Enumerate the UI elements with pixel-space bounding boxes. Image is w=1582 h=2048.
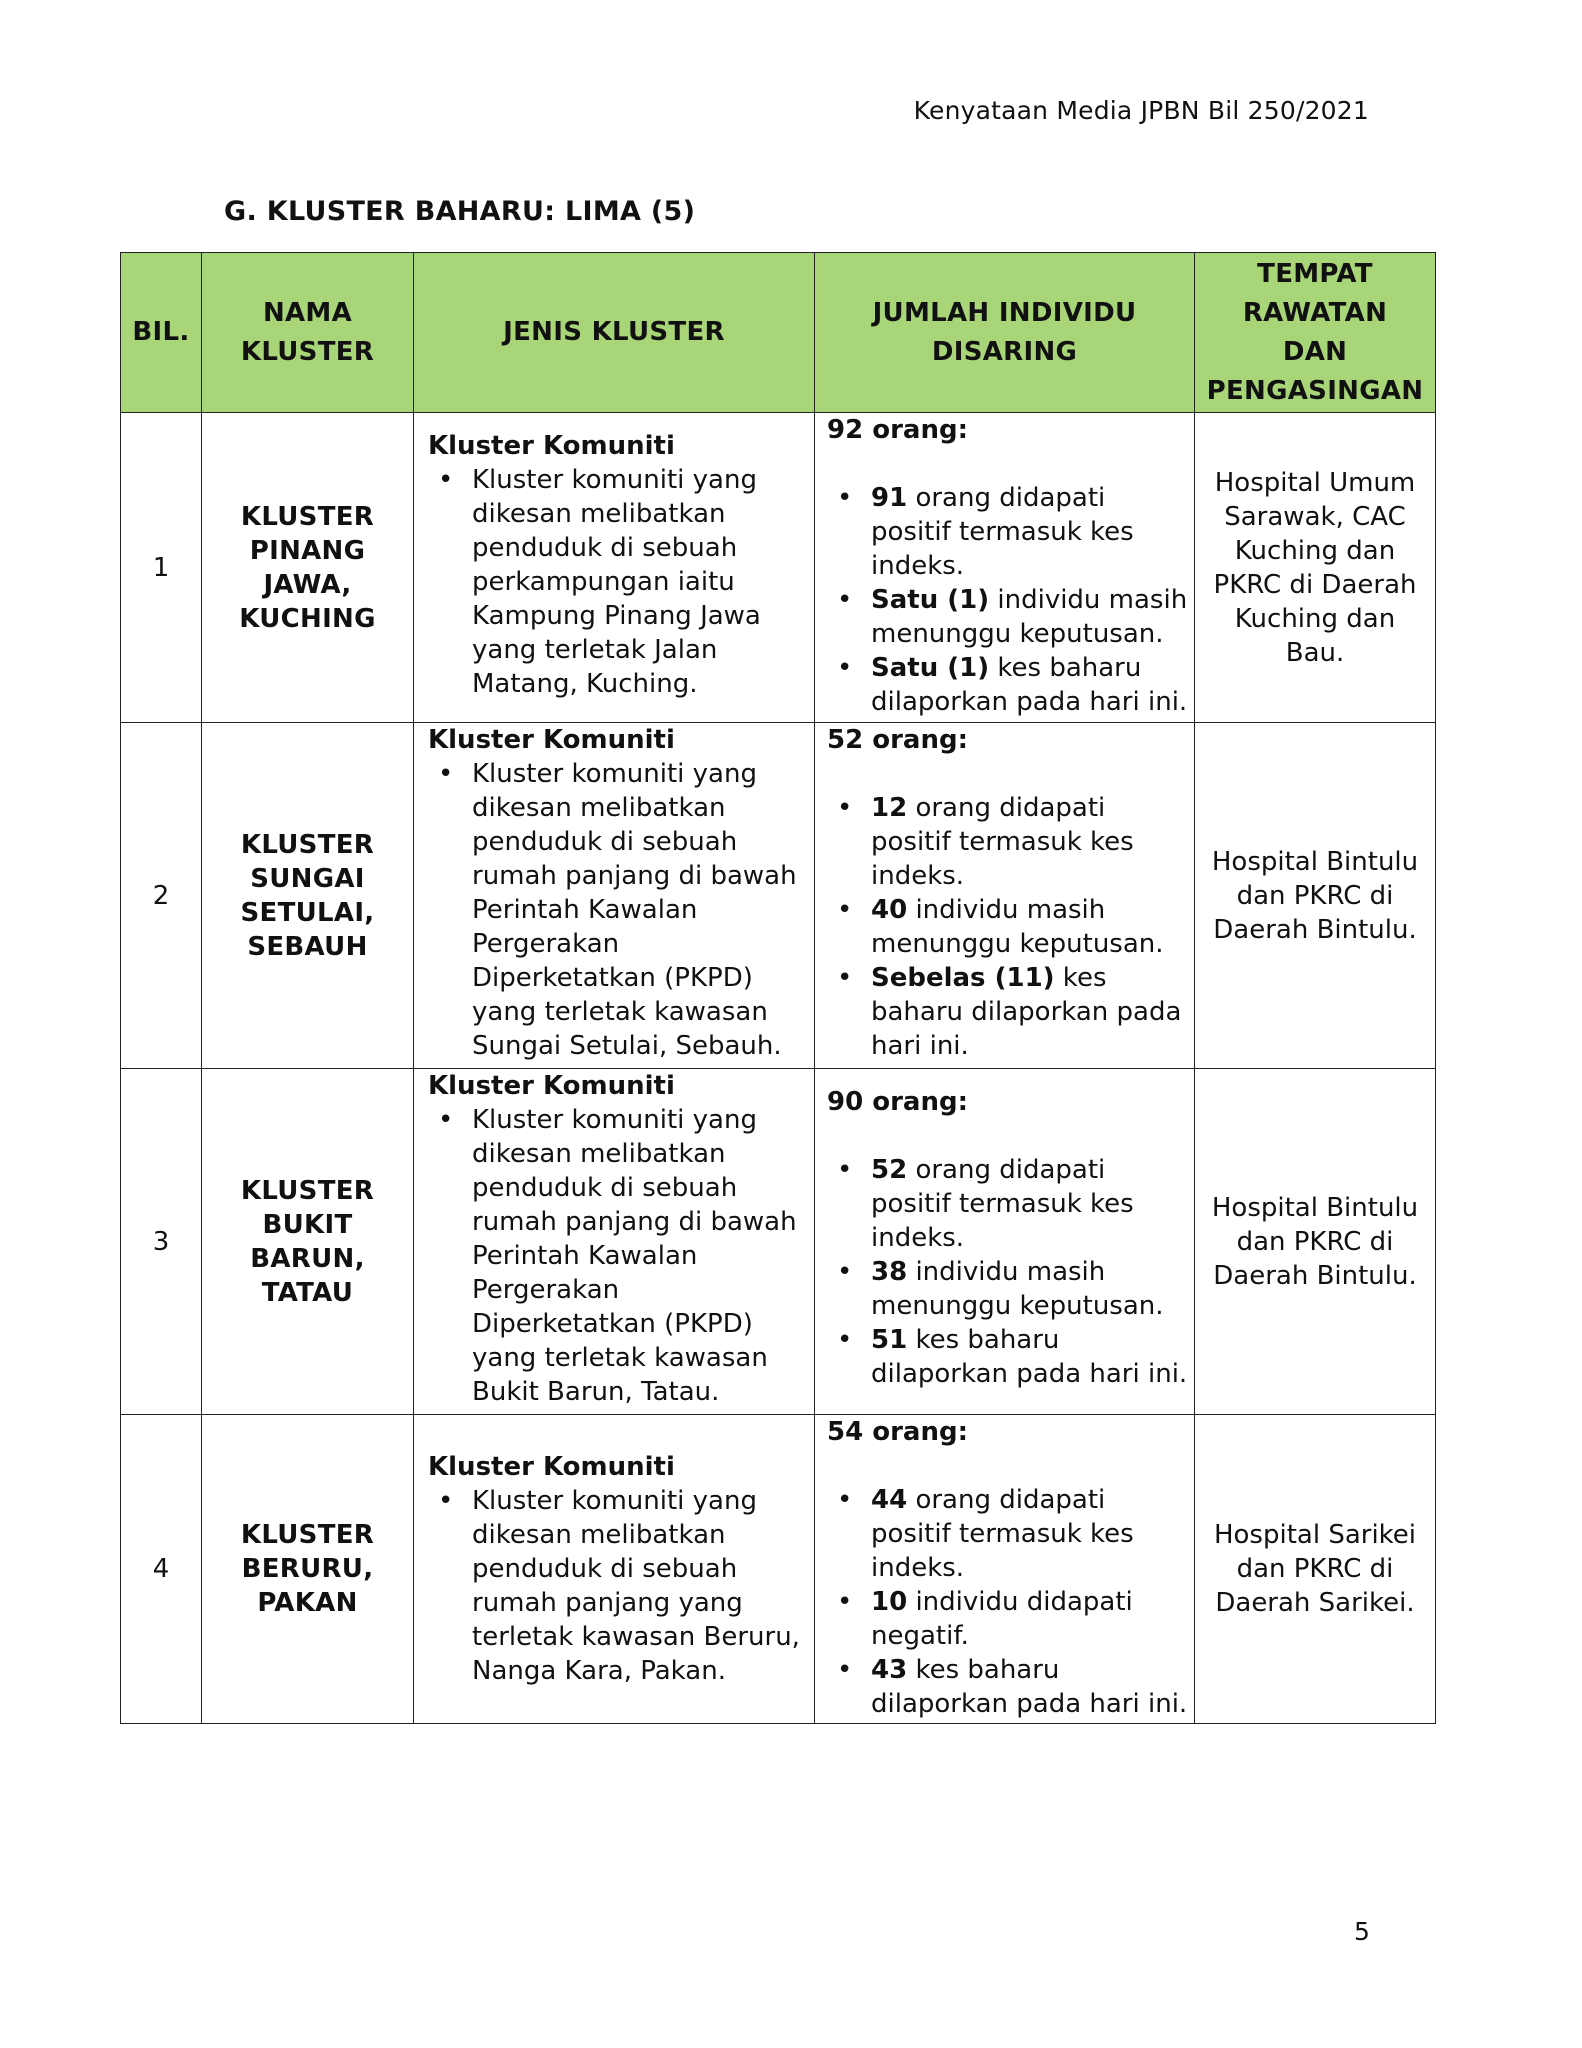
list-item: [827, 1255, 1188, 1323]
detail-text: individu masih menunggu keputusan.: [871, 585, 1188, 649]
cluster-name-line: TATAU: [261, 1277, 354, 1308]
cell-screened-count: [815, 1415, 1195, 1724]
document-reference: Kenyataan Media JPBN Bil 250/2021: [913, 96, 1369, 125]
cell-bil: 2: [121, 723, 202, 1069]
cluster-type-title: Kluster Komuniti: [428, 431, 675, 461]
bullet-icon: •: [837, 963, 853, 993]
column-header-tempat-line: RAWATAN: [1242, 297, 1388, 328]
list-item: [827, 1483, 1188, 1585]
detail-figure: 51: [871, 1325, 908, 1355]
bullet-icon: •: [837, 1655, 853, 1685]
column-header-nama-line: NAMA: [262, 297, 353, 328]
bullet-icon: •: [837, 895, 853, 925]
column-header-jumlah: [815, 253, 1195, 413]
detail-text: individu masih menunggu keputusan.: [871, 1257, 1164, 1321]
detail-text: orang didapati positif termasuk kes indeks.: [871, 483, 1134, 581]
cell-cluster-name: [202, 723, 414, 1069]
column-header-tempat-line: PENGASINGAN: [1206, 375, 1424, 406]
column-header-jumlah-line: JUMLAH INDIVIDU: [872, 297, 1137, 328]
list-item: [428, 757, 808, 1063]
bullet-icon: •: [438, 759, 454, 789]
detail-figure: Satu (1): [871, 653, 990, 683]
table-row: [121, 413, 1436, 723]
bullet-icon: •: [837, 793, 853, 823]
section-title: G. KLUSTER BAHARU: LIMA (5): [224, 196, 696, 227]
bullet-icon: •: [837, 653, 853, 683]
column-header-bil: BIL.: [121, 253, 202, 413]
column-header-tempat-line: DAN: [1282, 336, 1348, 367]
cell-screened-count: [815, 723, 1195, 1069]
cluster-name-line: SUNGAI: [250, 863, 365, 894]
cell-treatment-place: Hospital Bintulu dan PKRC di Daerah Bintulu.: [1195, 723, 1436, 1069]
cluster-name-line: JAWA,: [263, 569, 352, 600]
column-header-jenis: JENIS KLUSTER: [414, 253, 815, 413]
bullet-icon: •: [837, 1155, 853, 1185]
detail-figure: Sebelas (11): [871, 963, 1055, 993]
cell-treatment-place: Hospital Bintulu dan PKRC di Daerah Bintulu.: [1195, 1069, 1436, 1415]
cluster-name-line: KLUSTER: [240, 829, 375, 860]
cell-screened-count: [815, 413, 1195, 723]
screened-count-title: 54 orang:: [827, 1417, 968, 1447]
detail-text: individu masih menunggu keputusan.: [871, 895, 1164, 959]
bullet-icon: •: [438, 465, 454, 495]
cluster-type-title: Kluster Komuniti: [428, 725, 675, 755]
bullet-icon: •: [438, 1105, 454, 1135]
column-header-tempat-line: TEMPAT: [1257, 258, 1373, 289]
screened-detail-list: [827, 1153, 1188, 1391]
cell-screened-count: [815, 1069, 1195, 1415]
list-item: [827, 583, 1188, 651]
cluster-name-line: KLUSTER: [240, 1175, 375, 1206]
list-item: [827, 1653, 1188, 1721]
list-item: [827, 651, 1188, 719]
list-item: [827, 893, 1188, 961]
list-item: [827, 791, 1188, 893]
cluster-name-line: BERURU,: [241, 1554, 374, 1584]
cell-bil: 4: [121, 1415, 202, 1724]
cell-bil: 3: [121, 1069, 202, 1415]
column-header-jumlah-line: DISARING: [931, 336, 1078, 367]
bullet-icon: •: [837, 1587, 853, 1617]
cluster-type-list: [428, 463, 808, 701]
cluster-name-line: PINANG: [249, 535, 366, 566]
detail-text: kes baharu dilaporkan pada hari ini.: [871, 963, 1182, 1061]
screened-detail-list: [827, 1483, 1188, 1721]
cell-treatment-place: Hospital Sarikei dan PKRC di Daerah Sarikei.: [1195, 1415, 1436, 1724]
screened-count-title: 92 orang:: [827, 415, 968, 445]
cluster-type-list: [428, 1103, 808, 1409]
cluster-name-line: SEBAUH: [247, 931, 368, 962]
list-item: [827, 1585, 1188, 1653]
page-number: 5: [1354, 1917, 1370, 1946]
cluster-type-description: Kluster komuniti yang dikesan melibatkan penduduk di sebuah perkampungan iaitu Kampung Pinang Jawa yang terletak Jalan Matang, Kuching.: [472, 465, 761, 699]
cell-cluster-name: [202, 1069, 414, 1415]
cluster-name-line: PAKAN: [257, 1588, 358, 1618]
cluster-name-line: KUCHING: [239, 603, 376, 634]
detail-text: kes baharu dilaporkan pada hari ini.: [871, 653, 1188, 717]
cluster-type-description: Kluster komuniti yang dikesan melibatkan penduduk di sebuah rumah panjang di bawah Perintah Kawalan Pergerakan Diperketatkan (PKPD) yang terletak kawasan Sungai Setulai, Sebauh.: [472, 759, 797, 1061]
cluster-name-line: BUKIT: [262, 1209, 353, 1240]
screened-detail-list: [827, 791, 1188, 1063]
detail-figure: 52: [871, 1155, 908, 1185]
bullet-icon: •: [837, 483, 853, 513]
table-row: [121, 1415, 1436, 1724]
cell-cluster-name: [202, 1415, 414, 1724]
cluster-type-title: Kluster Komuniti: [428, 1071, 675, 1101]
column-header-tempat: [1195, 253, 1436, 413]
screened-count-title: 52 orang:: [827, 725, 968, 755]
detail-text: individu didapati negatif.: [871, 1587, 1133, 1651]
list-item: [428, 1103, 808, 1409]
detail-text: orang didapati positif termasuk kes indeks.: [871, 793, 1134, 891]
cluster-name-line: KLUSTER: [240, 1520, 375, 1550]
table-header-row: [121, 253, 1436, 413]
detail-text: orang didapati positif termasuk kes indeks.: [871, 1485, 1134, 1583]
list-item: [428, 1484, 808, 1688]
detail-figure: 40: [871, 895, 908, 925]
cell-treatment-place: Hospital Umum Sarawak, CAC Kuching dan PKRC di Daerah Kuching dan Bau.: [1195, 413, 1436, 723]
detail-text: orang didapati positif termasuk kes indeks.: [871, 1155, 1134, 1253]
table-row: [121, 1069, 1436, 1415]
cell-cluster-type: [414, 1069, 815, 1415]
bullet-icon: •: [837, 585, 853, 615]
list-item: [827, 481, 1188, 583]
detail-text: kes baharu dilaporkan pada hari ini.: [871, 1655, 1188, 1719]
detail-figure: 44: [871, 1485, 908, 1515]
bullet-icon: •: [837, 1257, 853, 1287]
detail-figure: 10: [871, 1587, 908, 1617]
detail-figure: 43: [871, 1655, 908, 1685]
bullet-icon: •: [438, 1486, 454, 1516]
cell-cluster-type: [414, 723, 815, 1069]
screened-detail-list: [827, 481, 1188, 719]
list-item: [827, 961, 1188, 1063]
table-row: [121, 723, 1436, 1069]
detail-text: kes baharu dilaporkan pada hari ini.: [871, 1325, 1188, 1389]
cluster-type-description: Kluster komuniti yang dikesan melibatkan penduduk di sebuah rumah panjang yang terletak kawasan Beruru, Nanga Kara, Pakan.: [472, 1486, 800, 1686]
cluster-name-line: SETULAI,: [240, 897, 375, 928]
cell-cluster-type: [414, 1415, 815, 1724]
cluster-table: [120, 252, 1436, 1724]
column-header-nama-line: KLUSTER: [240, 336, 375, 367]
list-item: [827, 1323, 1188, 1391]
detail-figure: 91: [871, 483, 908, 513]
cell-cluster-type: [414, 413, 815, 723]
cluster-type-list: [428, 1484, 808, 1688]
bullet-icon: •: [837, 1485, 853, 1515]
list-item: [827, 1153, 1188, 1255]
detail-figure: 12: [871, 793, 908, 823]
screened-count-title: 90 orang:: [827, 1087, 968, 1117]
cluster-type-list: [428, 757, 808, 1063]
bullet-icon: •: [837, 1325, 853, 1355]
detail-figure: 38: [871, 1257, 908, 1287]
cluster-type-description: Kluster komuniti yang dikesan melibatkan penduduk di sebuah rumah panjang di bawah Perintah Kawalan Pergerakan Diperketatkan (PKPD) yang terletak kawasan Bukit Barun, Tatau.: [472, 1105, 797, 1407]
column-header-nama: [202, 253, 414, 413]
cell-bil: 1: [121, 413, 202, 723]
list-item: [428, 463, 808, 701]
detail-figure: Satu (1): [871, 585, 990, 615]
cell-cluster-name: [202, 413, 414, 723]
cluster-name-line: KLUSTER: [240, 501, 375, 532]
cluster-type-title: Kluster Komuniti: [428, 1452, 675, 1482]
cluster-name-line: BARUN,: [250, 1243, 365, 1274]
